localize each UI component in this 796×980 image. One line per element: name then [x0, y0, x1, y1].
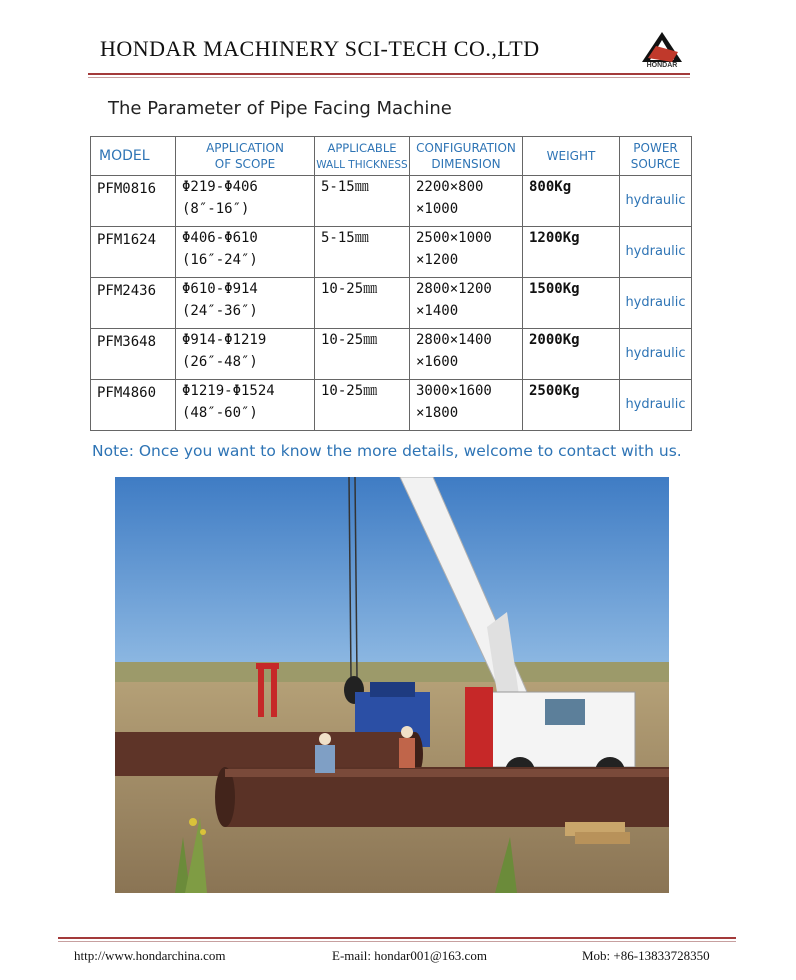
red-frame-post — [271, 667, 277, 717]
config-value-2: ×1600 — [416, 354, 459, 370]
parameter-table — [90, 136, 692, 431]
config-value-2: ×1000 — [416, 201, 459, 217]
model-value: PFM3648 — [97, 334, 157, 350]
worker-head — [401, 726, 413, 738]
config-value: 2500×1000 — [416, 230, 492, 246]
cell-scope — [176, 329, 315, 380]
cell-power: hydraulic — [620, 227, 692, 278]
scope-inches: (24″-36″) — [182, 303, 258, 319]
cell-scope — [176, 176, 315, 227]
field-horizon — [115, 662, 669, 682]
scope-value: Φ1219-Φ1524 — [182, 383, 275, 399]
header-scope — [176, 137, 315, 176]
machine-field-photo — [115, 477, 669, 893]
scope-value: Φ914-Φ1219 — [182, 332, 267, 348]
config-value: 2800×1200 — [416, 281, 492, 297]
table-row — [91, 176, 692, 227]
footer-rule — [58, 937, 736, 939]
header-config — [410, 137, 523, 176]
header-rule — [88, 73, 690, 75]
cell-model — [91, 176, 176, 227]
cell-weight — [523, 227, 620, 278]
config-value: 2200×800 — [416, 179, 484, 195]
truck-window — [545, 699, 585, 725]
model-value: PFM0816 — [97, 181, 157, 197]
cell-power: hydraulic — [620, 329, 692, 380]
cell-wall — [315, 329, 410, 380]
cell-weight — [523, 329, 620, 380]
weight-value: 2500Kg — [529, 383, 580, 399]
cell-config — [410, 329, 523, 380]
header-rule-thin — [88, 77, 690, 78]
config-value-2: ×1400 — [416, 303, 459, 319]
scope-inches: (16″-24″) — [182, 252, 258, 268]
footer-rule-thin — [58, 941, 736, 942]
header-power — [620, 137, 692, 176]
footer-email[interactable]: E-mail: hondar001@163.com — [332, 948, 487, 963]
wall-value: 5-15㎜ — [321, 179, 369, 195]
company-name: HONDAR MACHINERY SCI-TECH CO.,LTD — [100, 36, 540, 61]
header-power-line1: POWER — [633, 141, 678, 155]
cell-config — [410, 176, 523, 227]
sky — [115, 477, 669, 667]
truck-red-equipment — [465, 687, 493, 772]
table-row — [91, 380, 692, 431]
wall-value: 10-25㎜ — [321, 383, 378, 399]
cell-model — [91, 278, 176, 329]
cell-scope — [176, 278, 315, 329]
cell-wall — [315, 278, 410, 329]
wall-value: 10-25㎜ — [321, 332, 378, 348]
scope-inches: (8″-16″) — [182, 201, 250, 217]
hondar-logo-icon — [634, 30, 690, 64]
weed-flower — [200, 829, 206, 835]
weight-value: 2000Kg — [529, 332, 580, 348]
worker-head — [319, 733, 331, 745]
logo-text: HONDAR — [646, 62, 678, 69]
table-row — [91, 227, 692, 278]
scope-value: Φ219-Φ406 — [182, 179, 258, 195]
red-frame-post — [258, 667, 264, 717]
footer-website[interactable]: http://www.hondarchina.com — [74, 948, 226, 963]
config-value-2: ×1800 — [416, 405, 459, 421]
cell-config — [410, 227, 523, 278]
cell-weight — [523, 278, 620, 329]
header-power-line2: SOURCE — [630, 157, 681, 171]
header-config-line1: CONFIGURATION — [416, 141, 516, 155]
weight-value: 1200Kg — [529, 230, 580, 246]
cell-weight — [523, 176, 620, 227]
worker-body — [315, 745, 335, 773]
scope-inches: (48″-60″) — [182, 405, 258, 421]
table-row — [91, 278, 692, 329]
header-model: MODEL — [91, 137, 176, 176]
cell-scope — [176, 380, 315, 431]
worker-body — [399, 738, 415, 768]
header-wall-line1: APPLICABLE — [327, 140, 397, 155]
cell-config — [410, 380, 523, 431]
model-value: PFM1624 — [97, 232, 157, 248]
scope-value: Φ406-Φ610 — [182, 230, 258, 246]
document-title: The Parameter of Pipe Facing Machine — [108, 98, 452, 119]
cell-model — [91, 227, 176, 278]
cell-config — [410, 278, 523, 329]
weight-value: 800Kg — [529, 179, 572, 195]
cell-power: hydraulic — [620, 380, 692, 431]
weed-flower — [189, 818, 197, 826]
header-wall — [315, 137, 410, 176]
table-header-row — [91, 137, 692, 176]
field-photo-illustration — [115, 477, 669, 893]
wall-value: 10-25㎜ — [321, 281, 378, 297]
config-value-2: ×1200 — [416, 252, 459, 268]
header-scope-line1: APPLICATION — [206, 141, 284, 155]
header-weight: WEIGHT — [523, 137, 620, 176]
header-scope-line2: OF SCOPE — [214, 157, 276, 171]
weight-value: 1500Kg — [529, 281, 580, 297]
hondar-logo — [634, 30, 690, 72]
wood-block — [575, 832, 630, 844]
cell-power: hydraulic — [620, 278, 692, 329]
cell-power: hydraulic — [620, 176, 692, 227]
cell-model — [91, 329, 176, 380]
header-wall-line2: WALL THICKNESS — [316, 158, 408, 171]
cell-scope — [176, 227, 315, 278]
scope-inches: (26″-48″) — [182, 354, 258, 370]
contact-note: Note: Once you want to know the more details, welcome to contact with us. — [92, 442, 682, 460]
config-value: 2800×1400 — [416, 332, 492, 348]
cell-wall — [315, 380, 410, 431]
footer-mobile: Mob: +86-13833728350 — [582, 948, 710, 963]
header-config-line2: DIMENSION — [431, 157, 501, 171]
pipe-front-highlight — [225, 769, 669, 777]
config-value: 3000×1600 — [416, 383, 492, 399]
cell-model — [91, 380, 176, 431]
cell-weight — [523, 380, 620, 431]
wall-value: 5-15㎜ — [321, 230, 369, 246]
table-row — [91, 329, 692, 380]
red-frame-top — [256, 663, 279, 669]
cell-wall — [315, 176, 410, 227]
model-value: PFM4860 — [97, 385, 157, 401]
cell-wall — [315, 227, 410, 278]
model-value: PFM2436 — [97, 283, 157, 299]
scope-value: Φ610-Φ914 — [182, 281, 258, 297]
machine-top — [370, 682, 415, 697]
